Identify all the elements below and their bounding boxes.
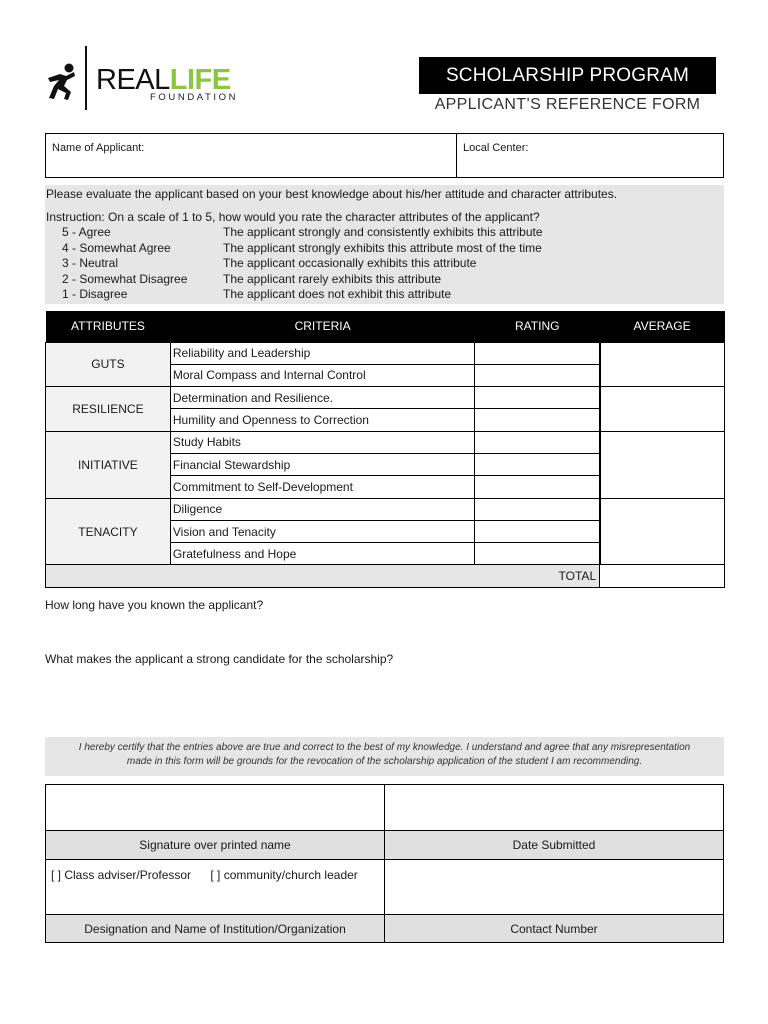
form-subtitle: APPLICANT’S REFERENCE FORM — [434, 96, 701, 113]
applicant-name-field[interactable] — [46, 134, 457, 177]
criteria-cell: Moral Compass and Internal Control — [170, 364, 474, 386]
applicant-name-label: Name of Applicant: — [52, 142, 145, 154]
table-row — [46, 498, 725, 520]
header-rating: RATING — [475, 311, 600, 342]
scale-row — [46, 272, 724, 288]
criteria-cell: Study Habits — [170, 431, 474, 453]
criteria-cell: Diligence — [170, 498, 474, 520]
attribute-resilience: RESILIENCE — [46, 387, 171, 432]
criteria-cell: Humility and Openness to Correction — [170, 409, 474, 431]
designation-field[interactable] — [46, 860, 385, 915]
scale-row — [46, 241, 724, 257]
form-title: SCHOLARSHIP PROGRAM — [419, 57, 716, 94]
certification-line: made in this form will be grounds for the revocation of the scholarship application of the student I am recommending. — [126, 756, 643, 767]
rating-input[interactable] — [475, 342, 600, 364]
scale-label: 3 - Neutral — [62, 256, 119, 270]
instructions-intro: Please evaluate the applicant based on your best knowledge about his/her attitude and character attributes. — [46, 187, 618, 201]
signature-input-row — [46, 785, 724, 831]
total-row — [46, 565, 725, 588]
logo-word-foundation: FOUNDATION — [150, 92, 239, 103]
scale-label: 5 - Agree — [62, 225, 111, 239]
scale-description: The applicant does not exhibit this attribute — [223, 287, 452, 301]
total-label: TOTAL — [46, 565, 600, 588]
attribute-guts: GUTS — [46, 342, 171, 387]
attribute-initiative: INITIATIVE — [46, 431, 171, 498]
criteria-cell: Vision and Tenacity — [170, 520, 474, 542]
instructions-scale-question: Instruction: On a scale of 1 to 5, how would you rate the character attributes of the applicant? — [46, 209, 540, 224]
date-label: Date Submitted — [385, 831, 724, 860]
checkbox-class-adviser[interactable]: [ ] Class adviser/Professor — [51, 868, 192, 882]
local-center-field[interactable] — [457, 134, 723, 177]
table-row — [46, 431, 725, 453]
scale-description: The applicant rarely exhibits this attribute — [223, 271, 442, 286]
header-criteria: CRITERIA — [170, 311, 474, 342]
designation-label-row — [46, 915, 724, 943]
rating-table — [45, 311, 725, 588]
designation-label: Designation and Name of Institution/Organization — [46, 915, 385, 943]
table-header-row — [46, 311, 725, 342]
criteria-cell: Financial Stewardship — [170, 453, 474, 475]
contact-number-field[interactable] — [385, 860, 724, 915]
average-input[interactable] — [600, 387, 725, 432]
attribute-tenacity: TENACITY — [46, 498, 171, 565]
rating-input[interactable] — [475, 543, 600, 565]
criteria-cell: Determination and Resilience. — [170, 387, 474, 409]
instructions-panel — [45, 185, 724, 304]
scale-label: 1 - Disagree — [62, 287, 128, 301]
scale-row — [46, 256, 724, 272]
scale-description: The applicant strongly and consistently exhibits this attribute — [223, 225, 543, 239]
designation-input-row — [46, 860, 724, 915]
average-input[interactable] — [600, 431, 725, 498]
checkbox-community-leader[interactable]: [ ] community/church leader — [210, 868, 358, 882]
scale-description: The applicant strongly exhibits this attribute most of the time — [223, 240, 542, 255]
logo-word-real: REAL — [96, 64, 170, 96]
signature-table — [45, 784, 724, 943]
scale-label: 4 - Somewhat Agree — [62, 240, 171, 255]
header-attributes: ATTRIBUTES — [46, 311, 171, 342]
criteria-cell: Commitment to Self-Development — [170, 476, 474, 498]
applicant-info-row — [45, 133, 724, 178]
rating-input[interactable] — [475, 364, 600, 386]
certification-line: I hereby certify that the entries above are true and correct to the best of my knowledge. I understand and agree that any misrepresentation — [78, 742, 691, 753]
criteria-cell: Gratefulness and Hope — [170, 543, 474, 565]
table-row — [46, 387, 725, 409]
contact-number-label: Contact Number — [385, 915, 724, 943]
rating-input[interactable] — [475, 387, 600, 409]
scale-label: 2 - Somewhat Disagree — [62, 271, 188, 286]
rating-input[interactable] — [475, 431, 600, 453]
signature-label: Signature over printed name — [46, 831, 385, 860]
scale-row — [46, 225, 724, 241]
table-row — [46, 342, 725, 364]
certification-statement — [45, 737, 724, 776]
criteria-cell: Reliability and Leadership — [170, 342, 474, 364]
signature-field[interactable] — [46, 785, 385, 831]
rating-input[interactable] — [475, 498, 600, 520]
total-input[interactable] — [600, 565, 725, 588]
logo-divider — [85, 46, 87, 110]
rating-input[interactable] — [475, 520, 600, 542]
rating-input[interactable] — [475, 409, 600, 431]
rating-input[interactable] — [475, 453, 600, 475]
date-field[interactable] — [385, 785, 724, 831]
question-known-duration: How long have you known the applicant? — [45, 598, 264, 612]
running-person-icon — [46, 62, 78, 102]
header-average: AVERAGE — [600, 311, 725, 342]
signature-label-row — [46, 831, 724, 860]
scale-description: The applicant occasionally exhibits this attribute — [223, 256, 477, 270]
average-input[interactable] — [600, 498, 725, 565]
foundation-logo — [46, 46, 246, 110]
question-strong-candidate: What makes the applicant a strong candidate for the scholarship? — [45, 652, 394, 666]
average-input[interactable] — [600, 342, 725, 387]
local-center-label: Local Center: — [463, 142, 529, 154]
logo-word-life: LIFE — [169, 64, 231, 96]
rating-input[interactable] — [475, 476, 600, 498]
scale-row — [46, 287, 724, 303]
logo-wordmark — [96, 65, 231, 95]
